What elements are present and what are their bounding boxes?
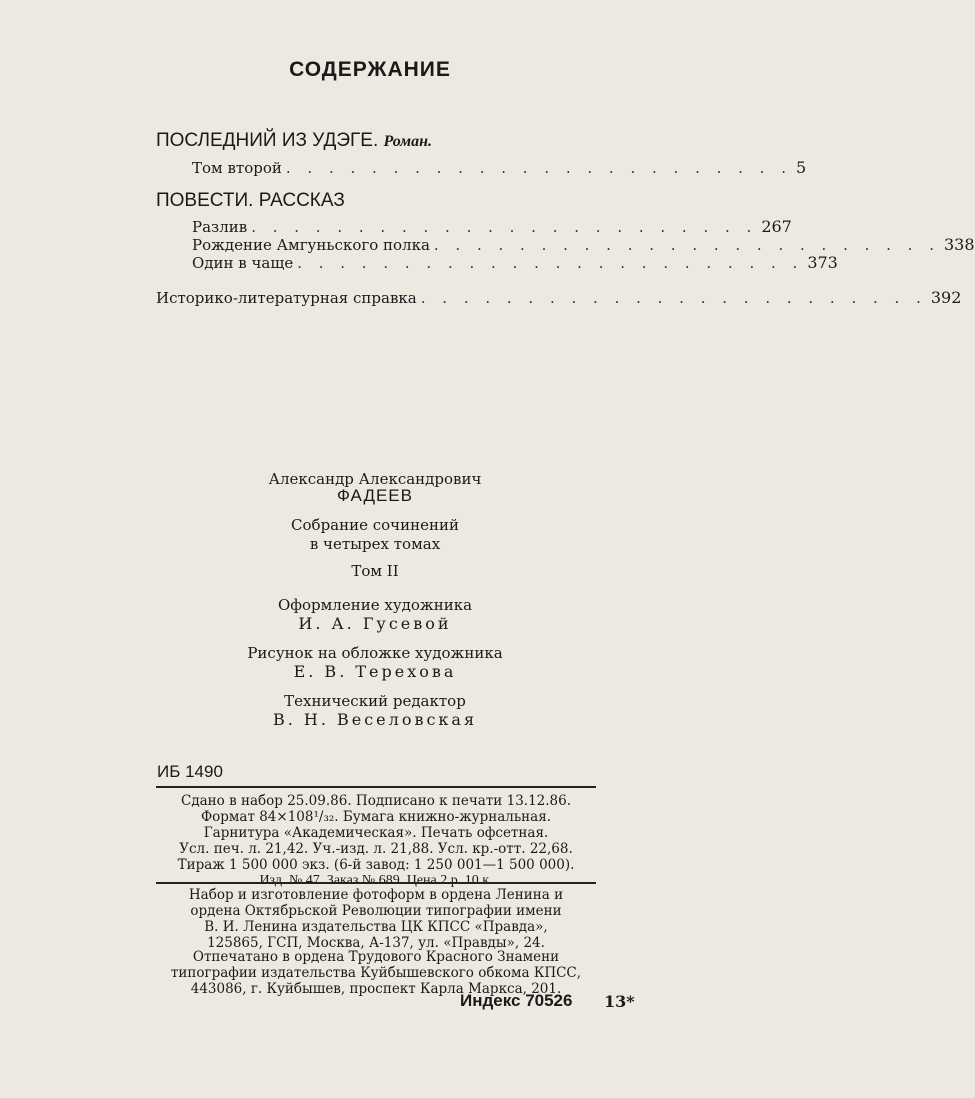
publisher-line: В. И. Ленина издательства ЦК КПСС «Правда», (204, 919, 548, 935)
toc-novel-heading (156, 130, 432, 152)
design-label: Оформление художника (277, 596, 473, 614)
signature-mark: 13* (604, 992, 635, 1011)
tech-editor-label: Технический редактор (284, 692, 466, 710)
toc-stories-heading: ПОВЕСТИ. РАССКАЗ (156, 190, 345, 211)
novel-genre: Роман. (383, 133, 432, 150)
author-full-name: Александр Александрович (268, 470, 482, 488)
leader-dots: . . . . . . . . . . . . . . . . . . . . . . . . (433, 236, 940, 254)
leader-dots: . . . . . . . . . . . . . . . . . . . . . . . . (251, 218, 758, 236)
printer-line: Отпечатано в ордена Трудового Красного Знамени (192, 949, 560, 965)
toc-row[interactable] (192, 235, 975, 254)
leader-dots: . . . . . . . . . . . . . . . . . . . . . . . . (297, 254, 804, 272)
printer-line: 443086, г. Куйбышев, проспект Карла Маркса, 201. (190, 981, 562, 997)
toc-row[interactable] (156, 288, 962, 307)
toc-page-number: 267 (761, 217, 792, 236)
cover-artist-name: Е. В. Терехова (293, 662, 457, 681)
divider (156, 786, 596, 788)
index-code: Индекс 70526 (460, 991, 573, 1010)
work-title-line2: в четырех томах (309, 535, 441, 553)
toc-label: Разлив (192, 218, 248, 236)
publisher-line: 125865, ГСП, Москва, А-137, ул. «Правды», 24. (207, 935, 545, 951)
toc-row[interactable] (192, 253, 838, 272)
print-line: Формат 84×108¹/₃₂. Бумага книжно-журнальная. (200, 809, 552, 825)
toc-page-number: 338 (944, 235, 975, 254)
printer-line: типографии издательства Куйбышевского обкома КПСС, (170, 965, 582, 981)
print-line: Изд. № 47. Заказ № 689. Цена 2 р. 10 к. (259, 873, 493, 888)
toc-page-number: 5 (796, 158, 807, 177)
publisher-line: Набор и изготовление фотоформ в ордена Ленина и (188, 887, 564, 903)
author-surname: ФАДЕЕВ (337, 486, 413, 505)
print-details (156, 793, 596, 889)
design-artist-name: И. А. Гусевой (298, 614, 452, 633)
print-line: Сдано в набор 25.09.86. Подписано к печати 13.12.86. (180, 793, 572, 809)
publisher-details (156, 887, 596, 951)
leader-dots: . . . . . . . . . . . . . . . . . . . . . . . . (285, 159, 792, 177)
ib-number: ИБ 1490 (157, 762, 223, 781)
novel-title: ПОСЛЕДНИЙ ИЗ УДЭГЕ. (156, 130, 379, 151)
toc-label: Том второй (192, 159, 282, 177)
toc-page-number: 392 (930, 288, 962, 307)
print-line: Тираж 1 500 000 экз. (6-й завод: 1 250 001—1 500 000). (177, 857, 575, 873)
divider (156, 882, 596, 884)
printer-details (156, 949, 596, 997)
print-line: Усл. печ. л. 21,42. Уч.-изд. л. 21,88. Усл. кр.-отт. 22,68. (179, 841, 573, 857)
toc-page-number: 373 (807, 253, 838, 272)
toc-row[interactable] (192, 217, 792, 236)
toc-row[interactable] (192, 158, 807, 177)
volume-number: Том II (351, 562, 399, 580)
cover-label: Рисунок на обложке художника (247, 644, 503, 662)
tech-editor-name: В. Н. Веселовская (272, 710, 478, 729)
print-line: Гарнитура «Академическая». Печать офсетная. (203, 825, 549, 841)
toc-label: Рождение Амгуньского полка (192, 236, 430, 254)
toc-label: Историко-литературная справка (156, 289, 417, 307)
publisher-line: ордена Октябрьской Революции типографии имени (190, 903, 562, 919)
page-title: СОДЕРЖАНИЕ (289, 58, 451, 81)
leader-dots: . . . . . . . . . . . . . . . . . . . . . . . . (420, 289, 927, 307)
work-title-line1: Собрание сочинений (291, 516, 459, 534)
toc-label: Один в чаще (192, 254, 294, 272)
